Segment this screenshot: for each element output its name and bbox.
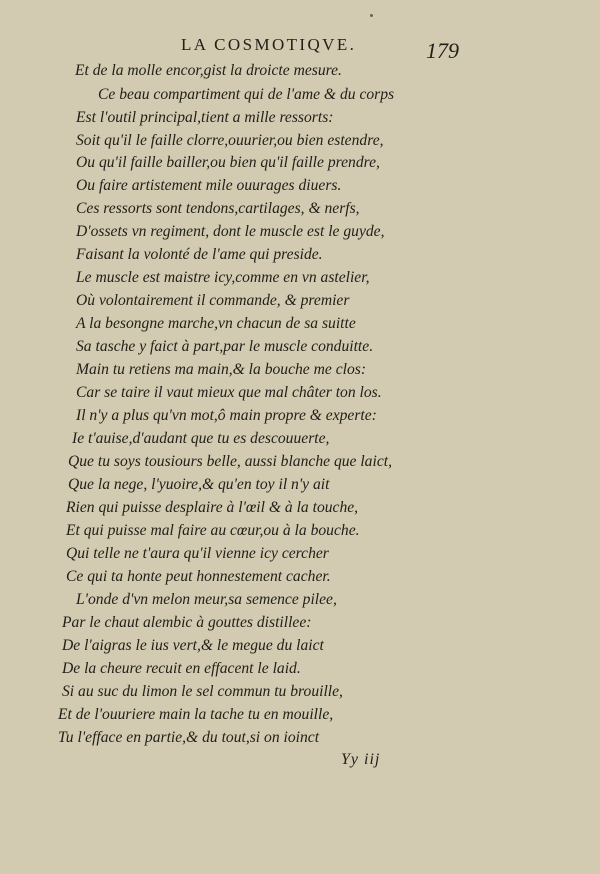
verse-line: Rien qui puisse desplaire à l'œil & à la touche, bbox=[66, 499, 359, 516]
verse-line: De la cheure recuit en effacent le laid. bbox=[62, 660, 301, 677]
verse-line: Que tu soys tousiours belle, aussi blanche que laict, bbox=[68, 453, 392, 470]
verse-line: De l'aigras le ius vert,& le megue du laict bbox=[62, 637, 324, 654]
verse-line: Où volontairement il commande, & premier bbox=[76, 292, 350, 309]
verse-line: Est l'outil principal,tient a mille ressorts: bbox=[76, 109, 334, 126]
verse-line: Que la nege, l'yuoire,& qu'en toy il n'y ait bbox=[68, 476, 330, 493]
verse-line: Ou qu'il faille bailler,ou bien qu'il faille prendre, bbox=[76, 154, 380, 171]
verse-line: A la besongne marche,vn chacun de sa suitte bbox=[76, 315, 356, 332]
verse-line: Faisant la volonté de l'ame qui preside. bbox=[76, 246, 323, 263]
verse-line: Le muscle est maistre icy,comme en vn astelier, bbox=[76, 269, 370, 286]
verse-line: Ces ressorts sont tendons,cartilages, & nerfs, bbox=[76, 200, 360, 217]
verse-line: Si au suc du limon le sel commun tu brouille, bbox=[62, 683, 343, 700]
verse-line: Et de la molle encor,gist la droicte mesure. bbox=[75, 62, 342, 79]
verse-line: Ou faire artistement mile ouurages diuers. bbox=[76, 177, 342, 194]
verse-line: Par le chaut alembic à gouttes distillee: bbox=[62, 614, 312, 631]
verse-line: Soit qu'il le faille clorre,ouurier,ou bien estendre, bbox=[76, 132, 384, 149]
verse-line: D'ossets vn regiment, dont le muscle est le guyde, bbox=[76, 223, 385, 240]
verse-line: Ce beau compartiment qui de l'ame & du corps bbox=[98, 86, 395, 103]
verse-line: Et qui puisse mal faire au cœur,ou à la bouche. bbox=[66, 522, 360, 539]
verse-line: Il n'y a plus qu'vn mot,ô main propre & experte: bbox=[76, 407, 377, 424]
verse-line: Qui telle ne t'aura qu'il vienne icy cercher bbox=[66, 545, 329, 562]
signature-mark: Yy iij bbox=[341, 751, 381, 768]
verse-line: L'onde d'vn melon meur,sa semence pilee, bbox=[76, 591, 337, 608]
verse-line: Sa tasche y faict à part,par le muscle conduitte. bbox=[76, 338, 374, 355]
verse-line: Ie t'auise,d'audant que tu es descouuerte, bbox=[72, 430, 330, 447]
verse-line: Ce qui ta honte peut honnestement cacher. bbox=[66, 568, 331, 585]
verse-line: Tu l'efface en partie,& du tout,si on ioinct bbox=[58, 729, 320, 746]
verse-line: Et de l'ouuriere main la tache tu en mouille, bbox=[58, 706, 334, 723]
verse-line: Main tu retiens ma main,& la bouche me clos: bbox=[76, 361, 367, 378]
verse-line: Car se taire il vaut mieux que mal châter ton los. bbox=[76, 384, 382, 401]
page-number: 179 bbox=[426, 38, 459, 63]
running-title: LA COSMOTIQVE. bbox=[181, 35, 357, 54]
